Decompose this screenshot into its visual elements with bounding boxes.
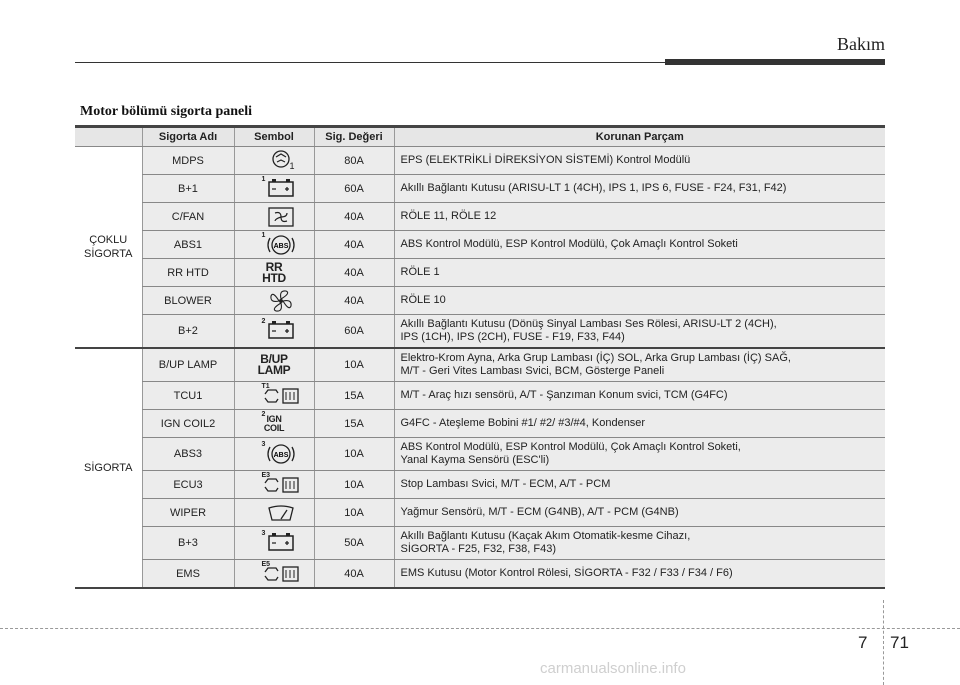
fuse-symbol: [234, 147, 314, 175]
fuse-rating: 10A: [314, 471, 394, 499]
protected-component: Akıllı Bağlantı Kutusu (Kaçak Akım Otomatik-kesme Cihazı, SİGORTA - F25, F32, F38, F43): [394, 527, 885, 560]
fuse-name: ECU3: [142, 471, 234, 499]
transmission-icon: [235, 383, 327, 409]
fuse-symbol: [234, 499, 314, 527]
table-row: [75, 438, 885, 471]
header-divider-accent: [665, 59, 885, 65]
table-row: [75, 175, 885, 203]
fuse-symbol: [234, 438, 314, 471]
fuse-name: C/FAN: [142, 203, 234, 231]
cooling-fan-icon: [235, 204, 327, 230]
protected-component: ABS Kontrol Modülü, ESP Kontrol Modülü, Çok Amaçlı Kontrol Soketi: [394, 231, 885, 259]
backup-lamp-text: B/UP LAMP: [257, 352, 291, 377]
fuse-rating: 40A: [314, 231, 394, 259]
fuse-rating: 10A: [314, 348, 394, 382]
fuse-rating: 15A: [314, 382, 394, 410]
section-title: Motor bölümü sigorta paneli: [80, 104, 253, 119]
table-row: [75, 382, 885, 410]
symbol-superscript: E3: [261, 471, 271, 479]
table-row: [75, 203, 885, 231]
table-row: [75, 560, 885, 589]
fuse-rating: 40A: [314, 203, 394, 231]
protected-component: G4FC - Ateşleme Bobini #1/ #2/ #3/#4, Kondenser: [394, 410, 885, 438]
fuse-name: ABS3: [142, 438, 234, 471]
footer-divider: [0, 628, 960, 629]
fuse-group-label: ÇOKLU SİGORTA: [75, 147, 142, 349]
table-row: [75, 348, 885, 382]
ign-coil-text: IGN COIL: [263, 413, 285, 433]
fuse-symbol: [234, 259, 314, 287]
fuse-symbol: [234, 231, 314, 259]
fuse-name: B+3: [142, 527, 234, 560]
symbol-superscript: 1: [261, 175, 266, 183]
fuse-symbol: [234, 560, 314, 589]
battery-icon: [235, 318, 327, 344]
protected-component: Stop Lambası Svici, M/T - ECM, A/T - PCM: [394, 471, 885, 499]
fuse-symbol: [234, 410, 314, 438]
table-row: [75, 259, 885, 287]
fuse-symbol: [234, 471, 314, 499]
fuse-rating: 40A: [314, 287, 394, 315]
fuse-rating: 10A: [314, 499, 394, 527]
protected-component: EPS (ELEKTRİKLİ DİREKSİYON SİSTEMİ) Kontrol Modülü: [394, 147, 885, 175]
steering-icon: [235, 148, 327, 174]
abs-icon: [235, 232, 327, 258]
blower-icon: [235, 288, 327, 314]
fuse-rating: 60A: [314, 175, 394, 203]
symbol-superscript: 3: [261, 441, 266, 448]
header-divider: [75, 62, 665, 63]
fuse-name: MDPS: [142, 147, 234, 175]
footer-vertical-divider: [883, 600, 884, 685]
fuse-symbol: [234, 315, 314, 349]
fuse-rating: 10A: [314, 438, 394, 471]
table-row: [75, 147, 885, 175]
fuse-rating: 50A: [314, 527, 394, 560]
fuse-name: B/UP LAMP: [142, 348, 234, 382]
wiper-icon: [235, 500, 327, 526]
fuse-rating: 40A: [314, 259, 394, 287]
table-row: [75, 471, 885, 499]
table-header-row: [75, 127, 885, 147]
symbol-superscript: 3: [261, 530, 266, 537]
fuse-name: ABS1: [142, 231, 234, 259]
symbol-superscript: E5: [261, 560, 271, 568]
protected-component: RÖLE 11, RÖLE 12: [394, 203, 885, 231]
fuse-name: B+1: [142, 175, 234, 203]
protected-component: EMS Kutusu (Motor Kontrol Rölesi, SİGORTA - F32 / F33 / F34 / F6): [394, 560, 885, 589]
symbol-superscript: 2: [261, 410, 266, 418]
column-header: Sembol: [234, 127, 314, 147]
svg-text:ABS: ABS: [273, 452, 288, 459]
protected-component: ABS Kontrol Modülü, ESP Kontrol Modülü, Çok Amaçlı Kontrol Soketi, Yanal Kayma Sensörü (ESC'li): [394, 438, 885, 471]
protected-component: Yağmur Sensörü, M/T - ECM (G4NB), A/T - PCM (G4NB): [394, 499, 885, 527]
fuse-symbol: [234, 348, 314, 382]
battery-icon: [235, 530, 327, 556]
header-group-spacer: [75, 127, 142, 147]
rear-heater-text: RR HTD: [262, 259, 286, 285]
fuse-rating: 15A: [314, 410, 394, 438]
fuse-name: IGN COIL2: [142, 410, 234, 438]
table-row: [75, 287, 885, 315]
fuse-rating: 60A: [314, 315, 394, 349]
protected-component: Akıllı Bağlantı Kutusu (Dönüş Sinyal Lambası Ses Rölesi, ARISU-LT 2 (4CH), IPS (1CH), IPS (2CH), FUSE - F19, F33, F44): [394, 315, 885, 349]
table-row: [75, 499, 885, 527]
table-row: [75, 410, 885, 438]
protected-component: Elektro-Krom Ayna, Arka Grup Lambası (İÇ) SOL, Arka Grup Lambası (İÇ) SAĞ, M/T - Geri Vites Lambası Svici, BCM, Gösterge Paneli: [394, 348, 885, 382]
symbol-superscript: T1: [261, 382, 270, 390]
column-header: Sigorta Adı: [142, 127, 234, 147]
symbol-superscript: 1: [289, 160, 295, 171]
fuse-name: B+2: [142, 315, 234, 349]
engine-ecu-icon: [235, 472, 327, 498]
fuse-name: TCU1: [142, 382, 234, 410]
chapter-number: 7: [858, 633, 868, 652]
protected-component: RÖLE 1: [394, 259, 885, 287]
fuse-symbol: [234, 203, 314, 231]
fuse-symbol: [234, 287, 314, 315]
fuse-name: WIPER: [142, 499, 234, 527]
table-row: [75, 315, 885, 349]
engine-ecu-icon: [235, 561, 327, 587]
fuse-name: RR HTD: [142, 259, 234, 287]
table-row: [75, 231, 885, 259]
fuse-symbol: [234, 175, 314, 203]
fuse-name: BLOWER: [142, 287, 234, 315]
battery-icon: [235, 176, 327, 202]
fuse-symbol: [234, 382, 314, 410]
fuse-rating: 40A: [314, 560, 394, 589]
column-header: Sig. Değeri: [314, 127, 394, 147]
page-header-title: Bakım: [837, 34, 885, 54]
protected-component: M/T - Araç hızı sensörü, A/T - Şanzıman Konum svici, TCM (G4FC): [394, 382, 885, 410]
column-header: Korunan Parçam: [394, 127, 885, 147]
fuse-symbol: [234, 527, 314, 560]
fuse-name: EMS: [142, 560, 234, 589]
protected-component: RÖLE 10: [394, 287, 885, 315]
fuse-table: [75, 125, 885, 589]
abs-icon: [235, 441, 327, 467]
protected-component: Akıllı Bağlantı Kutusu (ARISU-LT 1 (4CH), IPS 1, IPS 6, FUSE - F24, F31, F42): [394, 175, 885, 203]
watermark: carmanualsonline.info: [540, 660, 686, 677]
symbol-superscript: 2: [261, 318, 266, 325]
svg-text:ABS: ABS: [273, 242, 288, 250]
symbol-superscript: 1: [261, 231, 266, 239]
fuse-group-label: SİGORTA: [75, 348, 142, 588]
fuse-rating: 80A: [314, 147, 394, 175]
table-row: [75, 527, 885, 560]
page-number: 71: [890, 633, 909, 652]
